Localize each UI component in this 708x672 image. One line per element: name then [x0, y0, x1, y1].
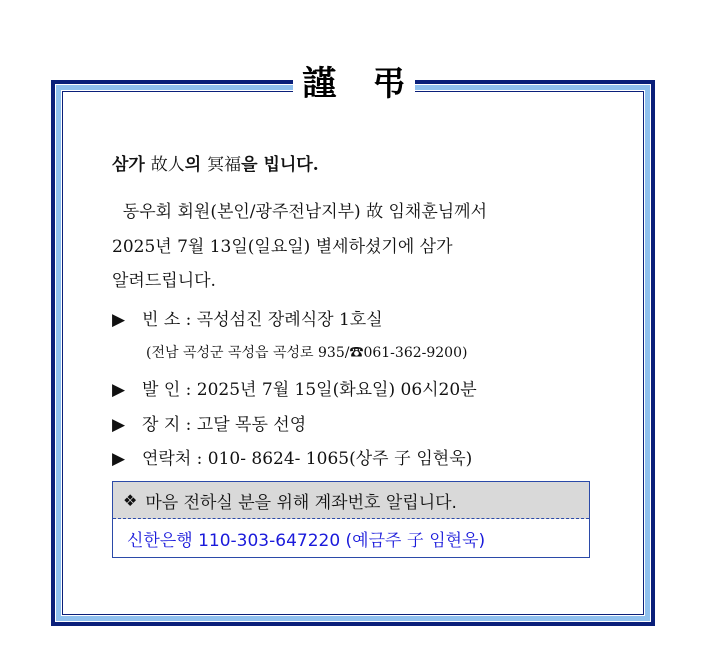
heading-hanja-1: 故人 [150, 155, 185, 175]
bullet-arrow-icon: ▶ [112, 415, 126, 435]
bullet-arrow-icon: ▶ [112, 449, 126, 469]
account-notice [113, 482, 589, 519]
binso-row [112, 305, 383, 330]
balin-text: 발 인 : 2025년 7월 15일(화요일) 06시20분 [142, 380, 477, 400]
account-box [112, 481, 590, 558]
heading-hanja-2: 冥福 [207, 155, 242, 175]
bullet-arrow-icon: ▶ [112, 380, 126, 400]
heading-text-2: 의 [184, 155, 208, 175]
account-notice-text: 마음 전하실 분을 위해 계좌번호 알립니다. [145, 492, 457, 513]
diamond-icon: ❖ [123, 490, 138, 510]
heading-text-3: 을 빕니다. [241, 155, 319, 175]
notice-line-3: 알려드립니다. [112, 271, 216, 291]
binso-address: (전남 곡성군 곡성읍 곡성로 935/☎061-362-9200) [146, 345, 468, 361]
jangji-row [112, 410, 306, 435]
bullet-arrow-icon: ▶ [112, 310, 126, 330]
binso-text: 빈 소 : 곡성섬진 장례식장 1호실 [142, 310, 383, 330]
bank-account-line: 신한은행 110-303-647220 (예금주 子 임현욱) [127, 530, 486, 551]
contact-text: 연락처 : 010- 8624- 1065(상주 子 임현욱) [142, 449, 473, 469]
condolence-heading [112, 150, 319, 175]
contact-row [112, 444, 472, 469]
jangji-text: 장 지 : 고달 목동 선영 [142, 415, 307, 435]
heading-text-1: 삼가 [112, 155, 151, 175]
page-title: 謹 弔 [293, 56, 415, 104]
notice-line-2: 2025년 7월 13일(일요일) 별세하셨기에 삼가 [112, 237, 453, 257]
notice-line-1: 동우회 회원(본인/광주전남지부) 故 임채훈님께서 [112, 202, 488, 222]
balin-row [112, 375, 477, 400]
